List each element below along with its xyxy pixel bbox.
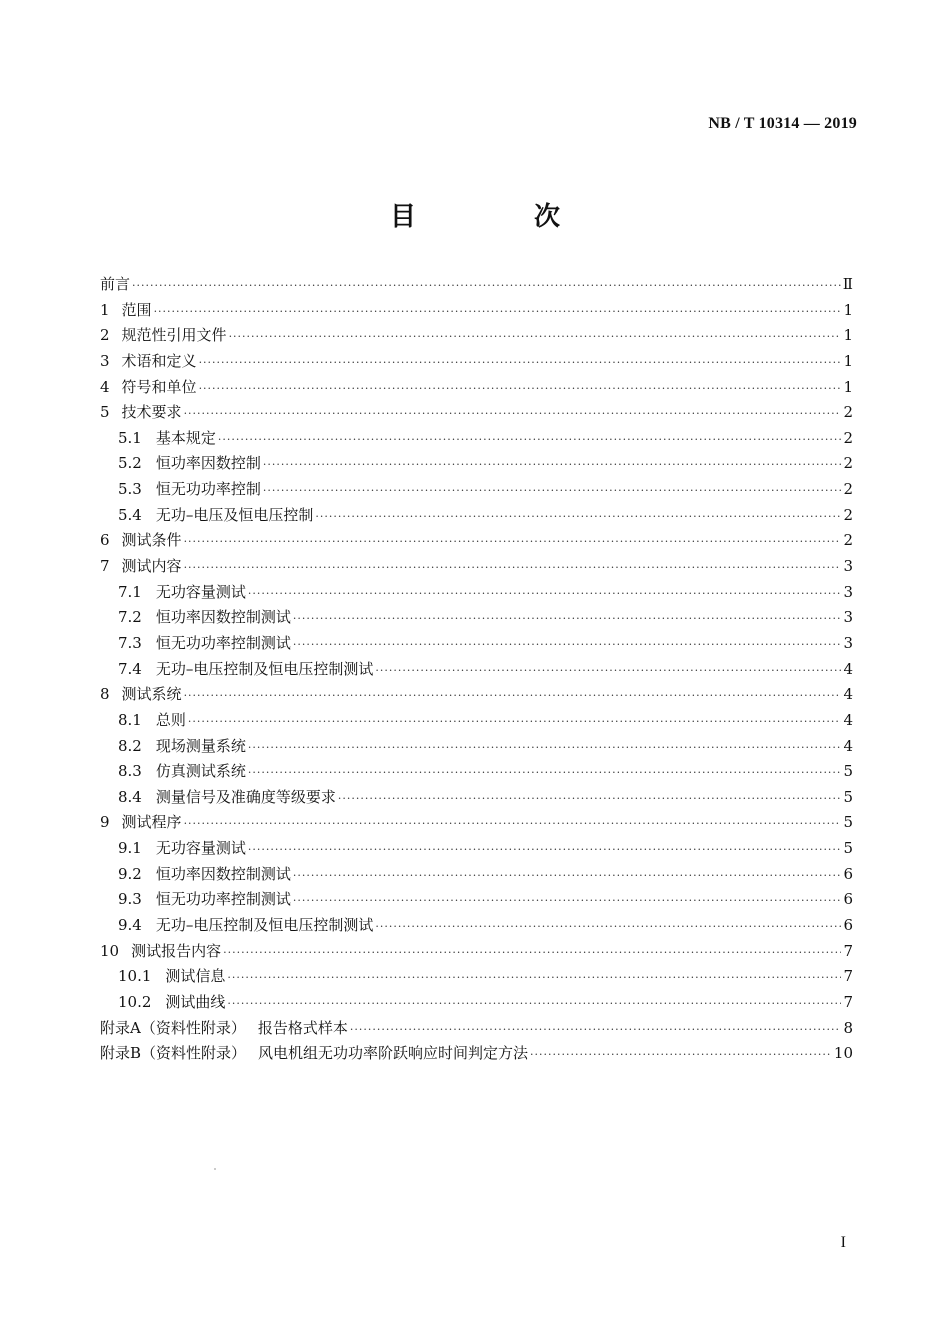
toc-leader-dots [338,786,842,812]
toc-entry-page: 2 [843,505,853,524]
toc-entry-label: 恒功率因数控制测试 [155,608,291,627]
toc-entry-page: 4 [843,659,853,678]
toc-entry-number: 9.2 [118,864,142,883]
toc-entry[interactable] [100,272,853,298]
toc-entry-number: 5.2 [118,454,142,473]
toc-entry[interactable] [100,503,853,529]
toc-leader-dots [132,273,841,299]
toc-leader-dots [227,991,841,1017]
toc-entry-page: 3 [843,557,853,576]
toc-entry[interactable] [100,580,853,606]
toc-entry-label: 测量信号及准确度等级要求 [155,787,336,806]
toc-entry-number: 5.3 [118,480,142,499]
toc-entry-label: 总则 [155,710,186,729]
toc-leader-dots [229,324,842,350]
toc-entry[interactable] [100,759,853,785]
toc-leader-dots [248,735,842,761]
toc-entry[interactable] [100,862,853,888]
toc-entry-page: 7 [843,967,853,986]
toc-entry[interactable] [100,631,853,657]
toc-entry-page: 2 [843,454,853,473]
toc-entry-page: 3 [843,608,853,627]
toc-leader-dots [375,658,841,684]
toc-entry[interactable] [100,913,853,939]
toc-leader-dots [223,940,841,966]
toc-entry-number: 8.3 [118,762,142,781]
toc-leader-dots [263,478,842,504]
toc-entry[interactable] [100,990,853,1016]
toc-leader-dots [184,811,842,837]
toc-leader-dots [293,606,842,632]
toc-entry[interactable] [100,426,853,452]
toc-leader-dots [293,888,842,914]
toc-entry[interactable] [100,349,853,375]
toc-entry-page: 1 [843,326,853,345]
toc-entry[interactable] [100,939,853,965]
toc-entry-number: 9 [100,813,110,832]
toc-entry-label: 技术要求 [121,403,182,422]
toc-leader-dots [184,555,842,581]
toc-entry[interactable] [100,605,853,631]
toc-entry-appendix[interactable] [100,1041,853,1067]
toc-entry[interactable] [100,528,853,554]
toc-entry-number: 6 [100,531,110,550]
toc-leader-dots [248,837,842,863]
toc-entry[interactable] [100,734,853,760]
toc-leader-dots [350,1017,842,1043]
toc-entry-page: 5 [843,762,853,781]
toc-entry-number: 2 [100,326,110,345]
toc-entry-label: 报告格式样本 [257,1018,348,1037]
toc-entry-label: 测试信息 [165,967,226,986]
toc-entry[interactable] [100,400,853,426]
toc-entry-number: 7.3 [118,633,142,652]
toc-entry-label: 测试程序 [121,813,182,832]
toc-entry[interactable] [100,708,853,734]
toc-entry-page: 5 [843,787,853,806]
toc-entry-number: 附录A（资料性附录） [100,1018,246,1037]
toc-entry[interactable] [100,887,853,913]
toc-leader-dots [199,350,842,376]
toc-entry-page: 7 [843,992,853,1011]
toc-entry-label: 恒功率因数控制测试 [155,864,291,883]
toc-entry-page: 5 [843,813,853,832]
toc-entry-label: 测试条件 [121,531,182,550]
toc-entry-label: 恒无功功率控制 [155,480,261,499]
toc-leader-dots [248,581,842,607]
toc-entry-number: 1 [100,300,110,319]
toc-entry-page: 8 [843,1018,853,1037]
toc-entry-number: 3 [100,351,110,370]
toc-entry-label: 恒功率因数控制 [155,454,261,473]
toc-entry-label: 风电机组无功功率阶跃响应时间判定方法 [258,1044,529,1063]
toc-entry-number: 8.2 [118,736,142,755]
toc-entry-label: 无功容量测试 [155,839,246,858]
toc-leader-dots [184,683,842,709]
toc-entry-label: 现场测量系统 [155,736,246,755]
toc-leader-dots [184,529,842,555]
toc-leader-dots [375,914,841,940]
toc-leader-dots [218,427,842,453]
toc-entry-label: 无功–电压及恒电压控制 [155,505,314,524]
toc-entry-page: 4 [843,736,853,755]
toc-entry-number: 9.3 [118,890,142,909]
toc-leader-dots [188,709,842,735]
table-of-contents [100,272,853,1067]
toc-entry-number: 5.1 [118,428,142,447]
toc-entry-label: 仿真测试系统 [155,762,246,781]
toc-entry-page: 4 [843,710,853,729]
toc-leader-dots [315,504,841,530]
toc-entry-number: 10 [100,941,120,960]
toc-entry-label: 规范性引用文件 [121,326,227,345]
page-title: 目 次 [389,202,606,232]
toc-entry-page: 6 [843,890,853,909]
toc-entry[interactable] [100,375,853,401]
toc-entry-number: 10.2 [118,992,152,1011]
toc-entry-label: 测试内容 [121,557,182,576]
toc-entry-number: 8.1 [118,710,142,729]
toc-entry[interactable] [100,554,853,580]
toc-entry-page: 3 [843,633,853,652]
toc-entry[interactable] [100,657,853,683]
toc-entry-page: 6 [843,864,853,883]
toc-entry-label: 范围 [121,300,152,319]
toc-entry-page: 1 [843,300,853,319]
toc-entry-page: 1 [843,351,853,370]
toc-entry-label: 恒无功功率控制测试 [155,633,291,652]
toc-entry-page: 1 [843,377,853,396]
toc-entry-number: 7.1 [118,582,142,601]
toc-entry-page: 6 [843,916,853,935]
toc-entry[interactable] [100,451,853,477]
toc-entry-label: 测试报告内容 [131,941,222,960]
toc-entry-label: 测试系统 [121,685,182,704]
toc-entry-label: 无功–电压控制及恒电压控制测试 [155,916,374,935]
scan-speck [214,1168,216,1170]
toc-leader-dots [248,760,842,786]
toc-entry-number: 8.4 [118,787,142,806]
toc-entry[interactable] [100,323,853,349]
toc-entry-appendix[interactable] [100,1016,853,1042]
toc-entry[interactable] [100,964,853,990]
toc-entry[interactable] [100,785,853,811]
toc-entry-number: 5 [100,403,110,422]
toc-entry-number: 7.4 [118,659,142,678]
toc-leader-dots [530,1042,832,1068]
toc-entry-label: 测试曲线 [165,992,226,1011]
toc-entry-number: 7.2 [118,608,142,627]
toc-entry-label: 符号和单位 [121,377,197,396]
toc-entry-label: 基本规定 [155,428,216,447]
toc-entry-number: 8 [100,685,110,704]
toc-entry[interactable] [100,477,853,503]
toc-leader-dots [154,299,842,325]
toc-entry-number: 10.1 [118,967,152,986]
document-code: NB / T 10314 — 2019 [708,115,857,132]
toc-leader-dots [293,863,842,889]
toc-entry-number: 9.1 [118,839,142,858]
toc-entry-number: 7 [100,557,110,576]
toc-entry-number: 附录B（资料性附录） [100,1044,247,1063]
toc-entry-page: 3 [843,582,853,601]
toc-entry-label: 无功容量测试 [155,582,246,601]
toc-leader-dots [184,401,842,427]
toc-entry-page: 7 [843,941,853,960]
toc-entry[interactable] [100,810,853,836]
toc-leader-dots [263,452,842,478]
toc-entry-label: 前言 [100,275,131,293]
toc-entry[interactable] [100,836,853,862]
toc-entry-label: 术语和定义 [121,351,197,370]
toc-entry-page: 2 [843,480,853,499]
toc-entry-number: 5.4 [118,505,142,524]
page-number: I [840,1234,846,1251]
toc-entry[interactable] [100,298,853,324]
toc-entry-page: 2 [843,403,853,422]
toc-entry-page: 10 [833,1044,853,1063]
toc-entry-label: 无功–电压控制及恒电压控制测试 [155,659,374,678]
toc-entry[interactable] [100,682,853,708]
toc-entry-label: 恒无功功率控制测试 [155,890,291,909]
toc-entry-page: 5 [843,839,853,858]
toc-entry-page: Ⅱ [842,275,853,293]
toc-entry-page: 4 [843,685,853,704]
toc-entry-page: 2 [843,531,853,550]
toc-entry-number: 4 [100,377,110,396]
toc-entry-number: 9.4 [118,916,142,935]
toc-leader-dots [293,632,842,658]
toc-leader-dots [227,965,841,991]
toc-leader-dots [199,376,842,402]
toc-entry-page: 2 [843,428,853,447]
